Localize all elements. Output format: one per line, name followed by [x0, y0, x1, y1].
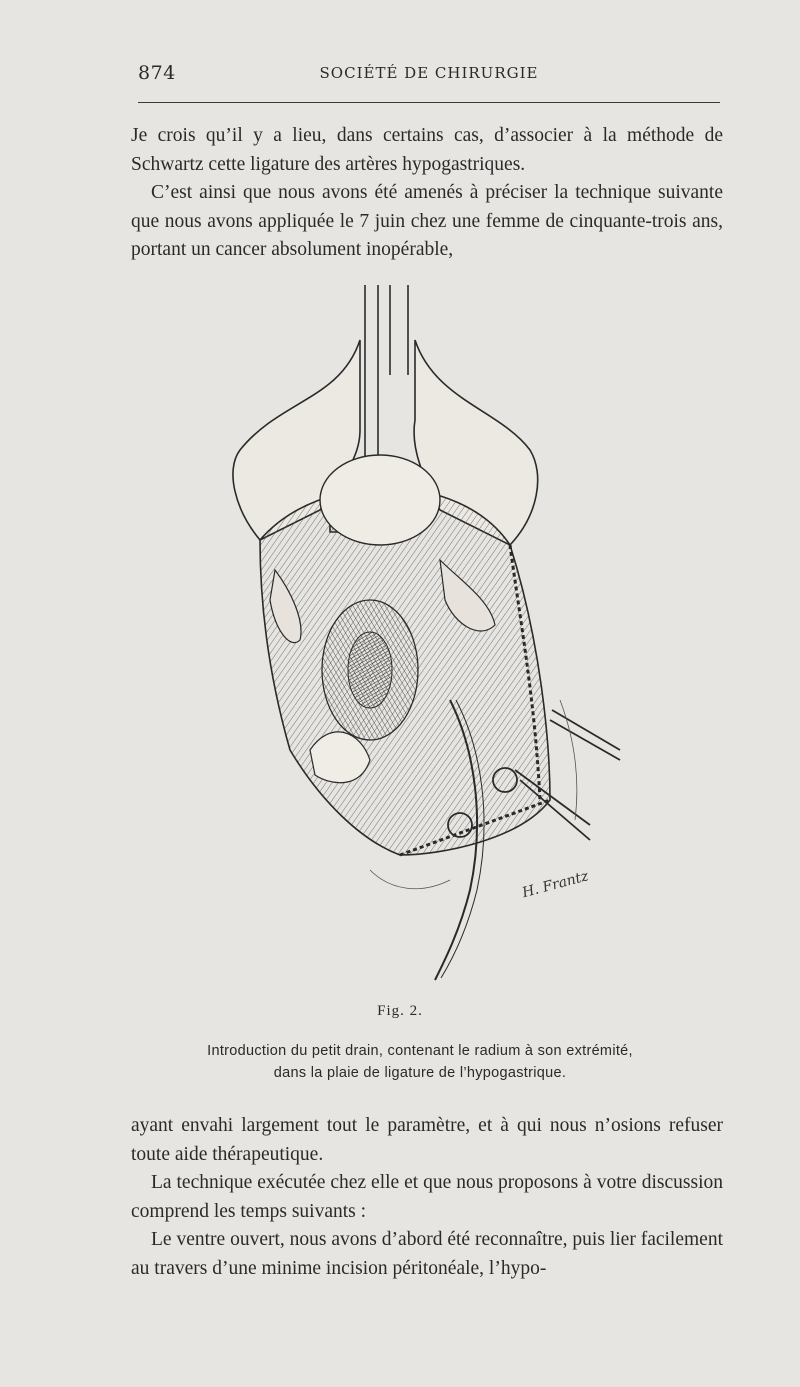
paragraph: La technique exécutée chez elle et que nous proposons à votre discussion comprend les temps suivants :: [131, 1172, 723, 1222]
running-title: SOCIÉTÉ DE CHIRURGIE: [319, 64, 539, 82]
organ: [348, 632, 392, 708]
engraver-signature: H. Frantz: [520, 868, 591, 902]
organ: [320, 455, 440, 545]
surgical-illustration: [220, 280, 630, 985]
figure-label: Fig. 2.: [377, 1003, 423, 1019]
caption-line: dans la plaie de ligature de l’hypogastrique.: [273, 1065, 567, 1081]
header-rule: [138, 102, 720, 103]
page-number: 874: [138, 62, 176, 84]
paragraph: ayant envahi largement tout le paramètre, et à qui nous n’osions refuser toute aide thérapeutique.: [131, 1115, 723, 1165]
text-block-bottom: [131, 1112, 723, 1283]
paragraph: Je crois qu’il y a lieu, dans certains cas, d’associer à la méthode de Schwartz cette ligature des artères hypogastriques.: [131, 125, 723, 175]
paragraph: C’est ainsi que nous avons été amenés à préciser la technique suivante que nous avons appliquée le 7 juin chez une femme de cinquante-trois ans, portant un cancer absolument inopérable,: [131, 182, 723, 260]
figure-caption: [160, 1040, 680, 1084]
figure-engraving: [220, 280, 630, 985]
running-head: [138, 62, 720, 88]
paragraph: Le ventre ouvert, nous avons d’abord été reconnaître, puis lier facilement au travers d’une minime incision péritonéale, l’hypo-: [131, 1229, 723, 1279]
caption-line: Introduction du petit drain, contenant le radium à son extrémité,: [207, 1043, 633, 1059]
text-block-top: [131, 122, 723, 265]
